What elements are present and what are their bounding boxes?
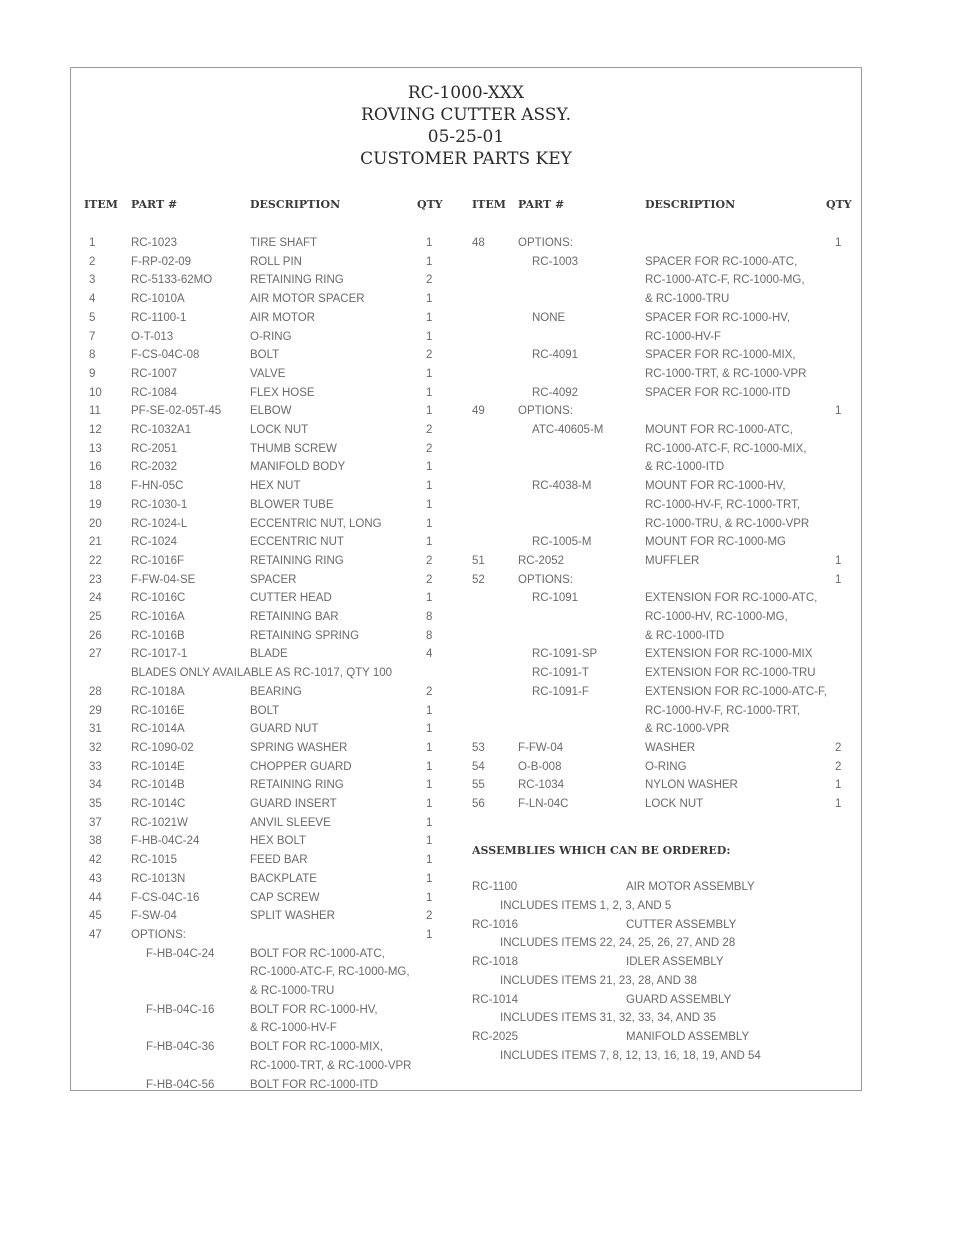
item-number: 51 xyxy=(472,554,485,567)
part-description: RC-1000-TRT, & RC-1000-VPR xyxy=(250,1059,412,1072)
part-description: TIRE SHAFT xyxy=(250,237,318,249)
item-number: 31 xyxy=(89,723,102,736)
part-description: BOLT xyxy=(250,704,280,717)
assembly-includes: INCLUDES ITEMS 21, 23, 28, AND 38 xyxy=(500,974,697,987)
part-description: RETAINING RING xyxy=(250,554,344,567)
part-description: O-RING xyxy=(645,760,687,773)
part-description: O-RING xyxy=(250,330,292,343)
part-quantity: 1 xyxy=(426,704,433,717)
part-quantity: 1 xyxy=(426,760,433,773)
item-number: 37 xyxy=(89,816,102,829)
part-number: F-FW-04-SE xyxy=(131,573,196,586)
part-quantity: 2 xyxy=(426,349,433,362)
part-description: SPACER FOR RC-1000-MIX, xyxy=(645,349,796,362)
part-quantity: 1 xyxy=(426,293,433,306)
part-number: RC-1014A xyxy=(131,723,185,736)
part-quantity: 8 xyxy=(426,629,433,642)
part-number: RC-1016B xyxy=(131,629,185,642)
part-number: F-SW-04 xyxy=(131,910,177,923)
part-quantity: 1 xyxy=(426,798,433,810)
part-description: GUARD NUT xyxy=(250,723,319,736)
part-number: RC-2052 xyxy=(518,554,565,567)
part-quantity: 2 xyxy=(426,685,433,698)
item-number: 7 xyxy=(89,330,96,343)
part-description: MOUNT FOR RC-1000-MG xyxy=(645,536,786,549)
part-quantity: 1 xyxy=(426,367,433,380)
item-number: 9 xyxy=(89,367,96,380)
part-description: LOCK NUT xyxy=(645,798,704,810)
part-quantity: 1 xyxy=(426,741,433,754)
part-description: RETAINING BAR xyxy=(250,611,339,623)
part-number: RC-1016A xyxy=(131,611,185,623)
part-description: BOLT FOR RC-1000-MIX, xyxy=(250,1041,384,1054)
item-number: 56 xyxy=(472,798,485,810)
item-number: 20 xyxy=(89,517,102,530)
part-description: & RC-1000-ITD xyxy=(645,461,725,474)
part-number: F-HN-05C xyxy=(131,480,184,493)
part-description: WASHER xyxy=(645,741,696,754)
right-header-item: ITEM xyxy=(472,198,506,211)
assembly-name: MANIFOLD ASSEMBLY xyxy=(626,1031,750,1043)
part-description: MUFFLER xyxy=(645,554,700,567)
part-number: RC-1016E xyxy=(131,704,185,717)
part-description: SPACER FOR RC-1000-ATC, xyxy=(645,255,798,268)
part-number: RC-1013N xyxy=(131,872,186,885)
item-number: 53 xyxy=(472,741,485,754)
part-number: RC-1016C xyxy=(131,592,186,605)
part-description: RC-1000-ATC-F, RC-1000-MG, xyxy=(645,274,805,287)
part-number: F-HB-04C-16 xyxy=(146,1003,215,1016)
right-header-qty: QTY xyxy=(826,198,852,211)
part-number: RC-5133-62MO xyxy=(131,274,213,287)
part-description: SPLIT WASHER xyxy=(250,910,335,923)
part-quantity: 1 xyxy=(426,872,433,885)
item-number: 52 xyxy=(472,573,485,586)
assemblies-title: ASSEMBLIES WHICH CAN BE ORDERED: xyxy=(472,844,731,857)
parts-key-sheet xyxy=(70,67,862,1091)
part-number: F-HB-04C-24 xyxy=(146,947,215,960)
part-description: HEX BOLT xyxy=(250,835,307,848)
part-description: AIR MOTOR SPACER xyxy=(250,293,365,306)
left-header-item: ITEM xyxy=(84,198,118,211)
part-quantity: 1 xyxy=(835,554,842,567)
item-number: 12 xyxy=(89,424,102,436)
drawing-number: RC-1000-XXX xyxy=(407,83,525,103)
part-description: MANIFOLD BODY xyxy=(250,461,346,474)
item-number: 38 xyxy=(89,835,102,848)
part-description: RC-1000-ATC-F, RC-1000-MG, xyxy=(250,966,410,979)
part-number: RC-1091-F xyxy=(532,685,589,698)
document-title: CUSTOMER PARTS KEY xyxy=(360,149,572,169)
assembly-includes: INCLUDES ITEMS 31, 32, 33, 34, AND 35 xyxy=(500,1012,717,1025)
part-quantity: 2 xyxy=(426,910,433,923)
part-quantity: 1 xyxy=(426,835,433,848)
part-description: SPACER FOR RC-1000-HV, xyxy=(645,311,791,324)
assembly-part-number: RC-1016 xyxy=(472,918,519,931)
part-quantity: 1 xyxy=(426,723,433,736)
part-number: OPTIONS: xyxy=(518,573,573,586)
assembly-includes: INCLUDES ITEMS 7, 8, 12, 13, 16, 18, 19, AND 54 xyxy=(500,1049,761,1062)
part-number: RC-1024 xyxy=(131,536,178,549)
part-description: ANVIL SLEEVE xyxy=(250,816,331,829)
assembly-part-number: RC-1014 xyxy=(472,993,519,1006)
item-number: 2 xyxy=(89,255,96,268)
part-quantity: 1 xyxy=(426,592,433,605)
part-number: RC-4092 xyxy=(532,386,579,399)
assembly-part-number: RC-1018 xyxy=(472,956,519,968)
part-number: F-CS-04C-08 xyxy=(131,349,200,362)
part-description: SPACER xyxy=(250,573,297,586)
part-description: CAP SCREW xyxy=(250,891,320,904)
part-quantity: 2 xyxy=(426,274,433,287)
part-number: RC-1014E xyxy=(131,760,185,773)
item-number: 32 xyxy=(89,741,102,754)
item-number: 55 xyxy=(472,779,485,792)
part-number: OPTIONS: xyxy=(131,928,186,941)
item-number: 47 xyxy=(89,928,102,941)
part-description: RETAINING RING xyxy=(250,779,344,792)
left-header-part: PART # xyxy=(131,198,178,211)
part-quantity: 1 xyxy=(835,779,842,792)
part-description: EXTENSION FOR RC-1000-ATC-F, xyxy=(645,685,827,698)
part-number: F-CS-04C-16 xyxy=(131,891,200,904)
part-number: RC-1091-SP xyxy=(532,648,598,661)
part-description: ELBOW xyxy=(250,405,292,418)
part-description: & RC-1000-ITD xyxy=(645,629,725,642)
part-quantity: 1 xyxy=(426,854,433,867)
part-quantity: 1 xyxy=(426,517,433,530)
item-number: 43 xyxy=(89,872,102,885)
part-number: NONE xyxy=(532,311,566,324)
right-header-part: PART # xyxy=(518,198,565,211)
part-number: RC-1010A xyxy=(131,293,185,306)
part-quantity: 1 xyxy=(835,405,842,418)
part-description: CUTTER HEAD xyxy=(250,592,332,605)
revision-date: 05-25-01 xyxy=(427,127,505,147)
item-number: 11 xyxy=(89,405,101,418)
part-quantity: 1 xyxy=(426,498,433,511)
part-description: RETAINING SPRING xyxy=(250,629,360,642)
part-number: OPTIONS: xyxy=(518,405,573,418)
item-number: 27 xyxy=(89,648,102,661)
part-number: PF-SE-02-05T-45 xyxy=(131,405,222,418)
part-description: BOLT FOR RC-1000-ATC, xyxy=(250,947,385,960)
part-number: RC-1091-T xyxy=(532,667,589,680)
part-number: RC-1091 xyxy=(532,592,579,605)
item-number: 42 xyxy=(89,854,102,867)
part-number: RC-1003 xyxy=(532,255,579,268)
part-description: EXTENSION FOR RC-1000-TRU xyxy=(645,667,816,680)
part-number: O-T-013 xyxy=(131,330,174,343)
assembly-name: AIR MOTOR ASSEMBLY xyxy=(626,881,755,893)
item-number: 22 xyxy=(89,554,102,567)
part-description: THUMB SCREW xyxy=(250,442,337,455)
part-number: F-RP-02-09 xyxy=(131,255,192,268)
item-number: 5 xyxy=(89,311,96,324)
item-number: 29 xyxy=(89,704,102,717)
part-number: RC-1007 xyxy=(131,367,178,380)
part-description: BOLT FOR RC-1000-HV, xyxy=(250,1003,378,1016)
part-description: MOUNT FOR RC-1000-HV, xyxy=(645,480,786,493)
item-number: 1 xyxy=(89,237,96,249)
part-quantity: 1 xyxy=(426,779,433,792)
part-description: FEED BAR xyxy=(250,854,308,867)
part-number: RC-1021W xyxy=(131,816,188,829)
part-description: RC-1000-ATC-F, RC-1000-MIX, xyxy=(645,442,807,455)
part-number: ATC-40605-M xyxy=(532,424,604,436)
part-number: BLADES ONLY AVAILABLE AS RC-1017, QTY 100 xyxy=(131,667,393,680)
part-quantity: 1 xyxy=(835,573,842,586)
part-quantity: 1 xyxy=(426,311,433,324)
part-description: VALVE xyxy=(250,367,286,380)
part-quantity: 2 xyxy=(835,760,842,773)
item-number: 4 xyxy=(89,293,96,306)
part-quantity: 1 xyxy=(426,405,433,418)
assembly-name: ROVING CUTTER ASSY. xyxy=(361,105,571,125)
item-number: 26 xyxy=(89,629,102,642)
part-description: GUARD INSERT xyxy=(250,798,337,810)
part-number: RC-1030-1 xyxy=(131,498,188,511)
part-quantity: 1 xyxy=(426,255,433,268)
assembly-includes: INCLUDES ITEMS 1, 2, 3, AND 5 xyxy=(500,899,672,912)
right-header-description: DESCRIPTION xyxy=(645,198,736,211)
part-quantity: 4 xyxy=(426,648,433,661)
part-description: BOLT xyxy=(250,349,280,362)
assembly-name: GUARD ASSEMBLY xyxy=(626,993,732,1006)
item-number: 19 xyxy=(89,498,102,511)
item-number: 8 xyxy=(89,349,96,362)
part-quantity: 1 xyxy=(426,330,433,343)
part-description: & RC-1000-VPR xyxy=(645,723,730,736)
part-number: RC-1015 xyxy=(131,854,178,867)
part-description: SPACER FOR RC-1000-ITD xyxy=(645,386,791,399)
part-description: RETAINING RING xyxy=(250,274,344,287)
item-number: 45 xyxy=(89,910,102,923)
part-quantity: 2 xyxy=(426,424,433,436)
item-number: 21 xyxy=(89,536,102,549)
part-quantity: 1 xyxy=(426,386,433,399)
item-number: 18 xyxy=(89,480,102,493)
part-quantity: 1 xyxy=(426,816,433,829)
part-number: F-HB-04C-56 xyxy=(146,1078,215,1091)
part-description: RC-1000-HV-F, RC-1000-TRT, xyxy=(645,498,801,511)
part-quantity: 1 xyxy=(426,928,433,941)
part-quantity: 1 xyxy=(426,891,433,904)
part-number: RC-1084 xyxy=(131,386,178,399)
part-number: RC-1017-1 xyxy=(131,648,188,661)
part-quantity: 2 xyxy=(426,554,433,567)
item-number: 16 xyxy=(89,461,102,474)
part-description: BACKPLATE xyxy=(250,872,317,885)
assembly-includes: INCLUDES ITEMS 22, 24, 25, 26, 27, AND 28 xyxy=(500,937,736,950)
part-quantity: 1 xyxy=(426,536,433,549)
part-quantity: 2 xyxy=(426,442,433,455)
part-description: AIR MOTOR xyxy=(250,311,315,324)
part-quantity: 1 xyxy=(426,480,433,493)
part-description: BLOWER TUBE xyxy=(250,498,334,511)
part-number: RC-2051 xyxy=(131,442,178,455)
part-number: F-FW-04 xyxy=(518,741,564,754)
part-number: RC-1014B xyxy=(131,779,185,792)
part-number: RC-1100-1 xyxy=(131,311,187,324)
part-number: F-HB-04C-24 xyxy=(131,835,200,848)
item-number: 24 xyxy=(89,592,102,605)
item-number: 25 xyxy=(89,611,102,623)
assembly-name: CUTTER ASSEMBLY xyxy=(626,918,737,931)
part-number: RC-1024-L xyxy=(131,517,188,530)
part-number: RC-1023 xyxy=(131,237,178,249)
part-number: OPTIONS: xyxy=(518,237,573,249)
part-number: F-LN-04C xyxy=(518,798,569,810)
part-description: ROLL PIN xyxy=(250,255,302,268)
part-number: RC-4091 xyxy=(532,349,579,362)
left-header-qty: QTY xyxy=(417,198,443,211)
part-quantity: 8 xyxy=(426,611,433,623)
item-number: 28 xyxy=(89,685,102,698)
part-number: O-B-008 xyxy=(518,760,562,773)
part-description: ECCENTRIC NUT, LONG xyxy=(250,517,382,530)
item-number: 23 xyxy=(89,573,102,586)
part-description: EXTENSION FOR RC-1000-ATC, xyxy=(645,592,818,605)
item-number: 49 xyxy=(472,405,485,418)
part-quantity: 2 xyxy=(835,741,842,754)
part-number: RC-1034 xyxy=(518,779,565,792)
part-description: RC-1000-HV, RC-1000-MG, xyxy=(645,611,788,623)
assembly-name: IDLER ASSEMBLY xyxy=(626,956,724,968)
part-quantity: 1 xyxy=(835,237,842,249)
part-number: RC-1014C xyxy=(131,798,186,810)
part-number: RC-1032A1 xyxy=(131,424,192,436)
item-number: 3 xyxy=(89,274,96,287)
item-number: 35 xyxy=(89,798,102,810)
part-quantity: 2 xyxy=(426,573,433,586)
part-quantity: 1 xyxy=(426,461,433,474)
part-number: RC-1090-02 xyxy=(131,741,194,754)
part-description: MOUNT FOR RC-1000-ATC, xyxy=(645,424,793,436)
part-description: RC-1000-TRU, & RC-1000-VPR xyxy=(645,517,810,530)
part-description: FLEX HOSE xyxy=(250,386,315,399)
part-description: EXTENSION FOR RC-1000-MIX xyxy=(645,648,813,661)
part-description: CHOPPER GUARD xyxy=(250,760,352,773)
part-number: F-HB-04C-36 xyxy=(146,1041,215,1054)
part-description: SPRING WASHER xyxy=(250,741,348,754)
part-description: BOLT FOR RC-1000-ITD xyxy=(250,1078,379,1091)
part-description: ECCENTRIC NUT xyxy=(250,536,344,549)
item-number: 44 xyxy=(89,891,102,904)
part-number: RC-4038-M xyxy=(532,480,592,493)
item-number: 33 xyxy=(89,760,102,773)
item-number: 13 xyxy=(89,442,102,455)
part-quantity: 1 xyxy=(835,798,842,810)
part-number: RC-2032 xyxy=(131,461,178,474)
part-description: & RC-1000-TRU xyxy=(645,293,730,306)
part-description: RC-1000-HV-F xyxy=(645,330,722,343)
part-description: BEARING xyxy=(250,685,302,698)
part-description: BLADE xyxy=(250,648,288,661)
part-description: LOCK NUT xyxy=(250,424,309,436)
part-quantity: 1 xyxy=(426,237,433,249)
assembly-part-number: RC-2025 xyxy=(472,1031,519,1043)
part-number: RC-1018A xyxy=(131,685,185,698)
item-number: 54 xyxy=(472,760,485,773)
part-description: & RC-1000-TRU xyxy=(250,985,335,997)
part-description: NYLON WASHER xyxy=(645,779,738,792)
part-description: HEX NUT xyxy=(250,480,301,493)
item-number: 34 xyxy=(89,779,102,792)
part-number: RC-1016F xyxy=(131,554,185,567)
item-number: 48 xyxy=(472,237,485,249)
part-description: & RC-1000-HV-F xyxy=(250,1022,337,1035)
left-header-description: DESCRIPTION xyxy=(250,198,341,211)
part-description: RC-1000-TRT, & RC-1000-VPR xyxy=(645,367,807,380)
part-number: RC-1005-M xyxy=(532,536,592,549)
part-description: RC-1000-HV-F, RC-1000-TRT, xyxy=(645,704,801,717)
item-number: 10 xyxy=(89,386,102,399)
assembly-part-number: RC-1100 xyxy=(472,881,518,893)
